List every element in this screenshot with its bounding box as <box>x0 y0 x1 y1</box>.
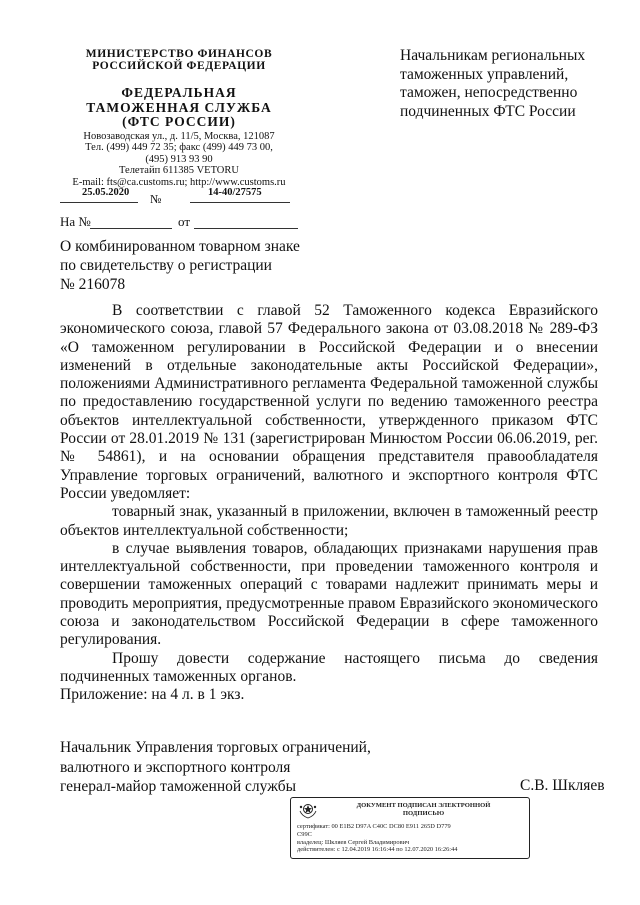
body-paragraph: в случае выявления товаров, обладающих признаками нарушения прав интеллектуальной собственности, при проведении таможенного контроля и совершении таможенных операций с товарами надлежит принимать меры и проводить мероприятия, предусмотренные правом Евразийского экономического союза и законодательством Российской Федерации в сфере таможенного регулирования. <box>60 539 598 649</box>
ministry-name <box>60 48 298 72</box>
signer-position-line-1: Начальник Управления торговых ограничений, <box>60 739 371 756</box>
reference-number-line <box>90 228 172 229</box>
contact-phone: Тел. (499) 449 72 35; факс (499) 449 73 00, <box>85 142 273 154</box>
service-line-3: (ФТС РОССИИ) <box>122 114 236 129</box>
stamp-certificate-cont: C99C <box>297 830 312 838</box>
service-line-1: ФЕДЕРАЛЬНАЯ <box>121 85 237 100</box>
electronic-signature-stamp <box>290 797 530 859</box>
emblem-icon <box>297 802 319 820</box>
signer-position-line-3: генерал-майор таможенной службы <box>60 778 296 795</box>
subject-line-1: О комбинированном товарном знаке <box>60 238 300 255</box>
registration-date: 25.05.2020 <box>82 187 130 198</box>
stamp-owner: владелец: Шкляев Сергей Владимирович <box>297 838 410 846</box>
reference-number-label: На № <box>60 214 91 229</box>
stamp-title <box>321 802 526 818</box>
service-line-2: ТАМОЖЕННАЯ СЛУЖБА <box>86 99 272 115</box>
letter-body <box>60 302 598 686</box>
contact-info <box>60 131 298 188</box>
contact-email: E-mail: fts@ca.customs.ru; http://www.customs.ru <box>72 176 286 188</box>
stamp-details <box>297 823 527 854</box>
body-paragraph: товарный знак, указанный в приложении, включен в таможенный реестр объектов интеллектуальной собственности; <box>60 503 598 539</box>
contact-teletype: Телетайп 611385 VETORU <box>119 165 239 177</box>
addressee-line-3: таможен, непосредственно <box>400 84 578 101</box>
signer-position-line-2: валютного и экспортного контроля <box>60 758 291 776</box>
contact-address: Новозаводская ул., д. 11/5, Москва, 121087 <box>83 131 275 142</box>
reference-date-label: от <box>178 214 191 229</box>
registration-row <box>60 187 298 207</box>
ministry-line-1: МИНИСТЕРСТВО ФИНАНСОВ <box>85 48 273 60</box>
registration-number: 14-40/27575 <box>208 187 262 198</box>
stamp-validity: действителен: с 12.04.2019 16:16:44 по 12.07.2020 16:26:44 <box>297 846 458 854</box>
registration-number-underline <box>190 202 290 203</box>
body-paragraph: Прошу довести содержание настоящего письма до сведения подчиненных таможенных органов. <box>60 649 598 685</box>
subject-line-3: № 216078 <box>60 276 126 293</box>
body-paragraph: В соответствии с главой 52 Таможенного кодекса Евразийского экономического союза, главой 57 Федерального закона от 03.08.2018 № 289-ФЗ «О таможенном регулировании в Российской Федерации и о внесении изменений в отдельные законодательные акты Российской Федерации», положениями Административного регламента Федеральной таможенной службы по предоставлению государственной услуги по ведению таможенного реестра объектов интеллектуальной собственности, утвержденного приказом ФТС России от 28.01.2019 № 131 (зарегистрирован Минюстом России 06.06.2019, рег. № 54861), и на основании обращения представителя правообладателя Управление торговых ограничений, валютного и экспортного контроля ФТС России уведомляет: <box>60 302 598 502</box>
addressee-line-1: Начальникам региональных <box>400 47 586 64</box>
stamp-certificate: сертификат: 00 E1B2 D97A C40C DC80 E911 265D D779 <box>297 823 451 830</box>
subject-line-2: по свидетельству о регистрации <box>60 257 272 274</box>
reference-row <box>60 214 298 234</box>
stamp-title-line-2: ПОДПИСЬЮ <box>402 810 445 817</box>
addressee-line-2: таможенных управлений, <box>400 65 569 83</box>
subject <box>60 237 320 294</box>
signer-name: С.В. Шкляев <box>520 777 605 794</box>
registration-date-underline <box>60 202 138 203</box>
stamp-title-line-1: ДОКУМЕНТ ПОДПИСАН ЭЛЕКТРОННОЙ <box>356 802 491 809</box>
addressee <box>400 47 610 121</box>
signer-position <box>60 738 380 797</box>
ministry-line-2: РОССИЙСКОЙ ФЕДЕРАЦИИ <box>92 60 266 72</box>
service-name <box>60 86 298 130</box>
registration-number-sign: № <box>150 192 162 206</box>
contact-phone-2: (495) 913 93 90 <box>145 153 213 165</box>
attachment-note: Приложение: на 4 л. в 1 экз. <box>60 686 245 703</box>
reference-date-line <box>194 228 298 229</box>
addressee-line-4: подчиненных ФТС России <box>400 102 576 120</box>
